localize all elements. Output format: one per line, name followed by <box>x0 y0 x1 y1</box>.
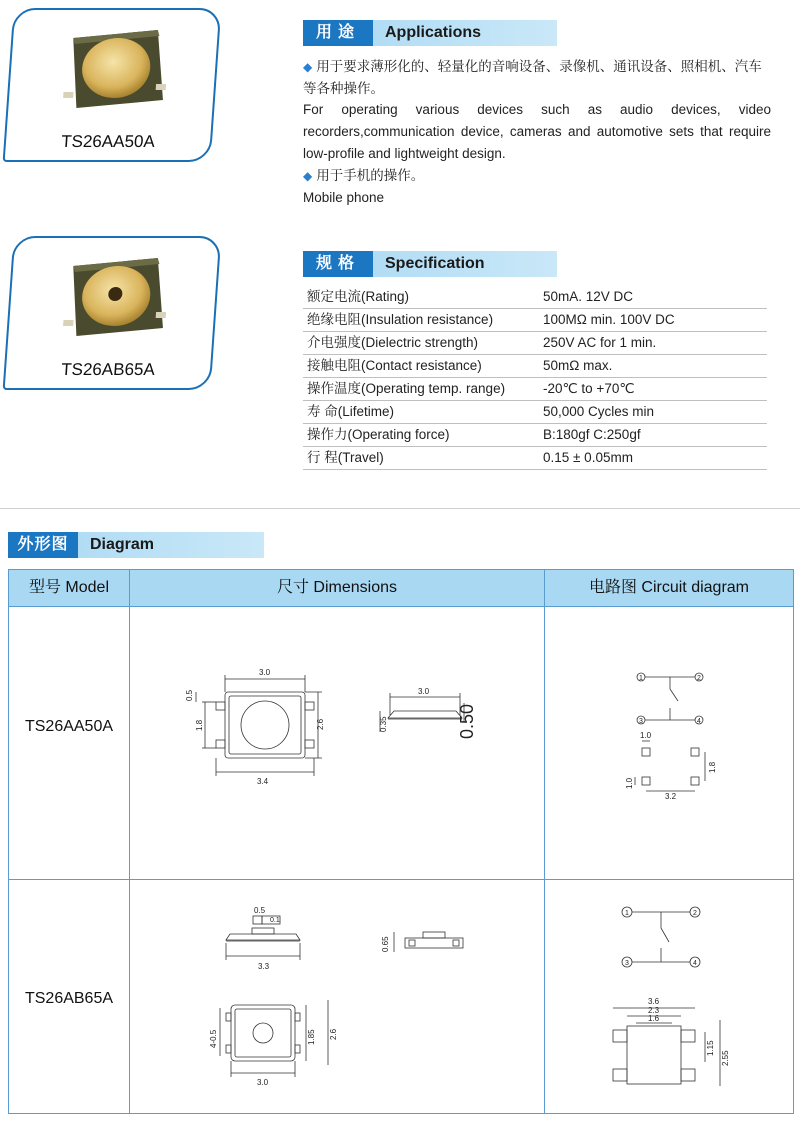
dim-label: 0.65 <box>381 936 390 952</box>
switch-image-aa50a <box>50 18 177 118</box>
diagram-header <box>8 532 264 558</box>
pin-label: 2 <box>693 910 697 917</box>
dimension-drawing-ab65a <box>130 880 544 1112</box>
dim-label: 0.50 <box>457 703 477 739</box>
pin-label: 1 <box>625 910 629 917</box>
dim-label: 2.3 <box>648 1006 660 1015</box>
product-card-ts26aa50a <box>3 8 222 162</box>
spec-row: 操作力(Operating force) B:180gf C:250gf <box>303 423 767 447</box>
spec-row: 接触电阻(Contact resistance) 50mΩ max. <box>303 354 767 378</box>
dim-label: 1.85 <box>307 1029 316 1045</box>
dim-label: 2.6 <box>329 1028 338 1040</box>
dim-label: 1.0 <box>625 777 634 789</box>
header-model: 型号 Model <box>9 570 129 606</box>
diamond-bullet-icon: ◆ <box>303 60 313 74</box>
circuit-diagram-ab65a <box>545 880 793 1112</box>
spec-row: 操作温度(Operating temp. range) -20℃ to +70℃ <box>303 377 767 401</box>
applications-bullet1-cn: ◆ 用于要求薄形化的、轻量化的音响设备、录像机、通讯设备、照相机、汽车等各种操作。 <box>303 59 762 96</box>
section-divider <box>0 508 800 509</box>
dim-label: 1.6 <box>648 1014 660 1023</box>
applications-bullet2-cn: ◆ 用于手机的操作。 <box>303 168 425 183</box>
pin-label: 4 <box>697 718 701 725</box>
spec-row: 介电强度(Dielectric strength) 250V AC for 1 min. <box>303 331 767 355</box>
applications-cn-label: 用途 <box>303 20 373 46</box>
dim-label: 1.8 <box>708 761 717 773</box>
applications-en-label: Applications <box>385 24 482 41</box>
spec-row: 绝缘电阻(Insulation resistance) 100MΩ min. 100V DC <box>303 308 767 332</box>
header-dimensions: 尺寸 Dimensions <box>130 570 544 606</box>
dim-label: 3.2 <box>665 792 677 801</box>
dim-label: 3.0 <box>259 668 271 677</box>
dim-label: 0.5 <box>185 689 194 701</box>
diamond-bullet-icon: ◆ <box>303 169 313 183</box>
dim-label: 1.8 <box>195 719 204 731</box>
dim-label: 1.0 <box>640 731 652 740</box>
dim-label: 0.35 <box>379 716 388 732</box>
dim-label: 0.1 <box>270 917 280 924</box>
dim-label: 2.55 <box>721 1050 730 1066</box>
specification-header <box>303 251 557 277</box>
applications-bullet1-en: For operating various devices such as audio devices, video recorders,communication device, cameras and automotive sets that require low-profile and lightweight design. <box>303 102 771 161</box>
product-name: TS26AB65A <box>60 360 156 379</box>
specification-en-label: Specification <box>385 255 485 272</box>
applications-bullet2-en: Mobile phone <box>303 190 385 205</box>
specification-cn-label: 规格 <box>303 251 373 277</box>
model-name: TS26AA50A <box>24 718 114 735</box>
applications-header <box>303 20 557 46</box>
dim-label: 1.15 <box>706 1040 715 1056</box>
diagram-cn-label: 外形图 <box>8 532 78 558</box>
pin-label: 4 <box>693 960 697 967</box>
model-name: TS26AB65A <box>24 990 114 1007</box>
switch-image-ab65a <box>50 246 177 346</box>
spec-row: 寿 命(Lifetime) 50,000 Cycles min <box>303 400 767 424</box>
diagram-en-label: Diagram <box>90 536 155 553</box>
dim-label: 0.5 <box>254 906 266 915</box>
dim-label: 3.0 <box>257 1078 269 1087</box>
product-name: TS26AA50A <box>60 132 156 151</box>
dim-label: 3.6 <box>648 997 660 1006</box>
pin-label: 1 <box>639 675 643 682</box>
dimension-drawing-aa50a <box>130 607 544 879</box>
circuit-diagram-aa50a <box>545 607 793 879</box>
pin-label: 3 <box>625 960 629 967</box>
diagram-table <box>8 569 794 1114</box>
pin-label: 3 <box>639 718 643 725</box>
dim-label: 4-0.5 <box>209 1029 218 1048</box>
header-circuit: 电路图 Circuit diagram <box>545 570 793 606</box>
pin-label: 2 <box>697 675 701 682</box>
dim-label: 3.0 <box>418 687 430 696</box>
product-card-ts26ab65a <box>3 236 222 390</box>
dim-label: 2.6 <box>316 718 325 730</box>
dim-label: 3.4 <box>257 777 269 786</box>
dim-label: 3.3 <box>258 962 270 971</box>
spec-row: 额定电流(Rating) 50mA. 12V DC <box>303 285 767 309</box>
spec-row: 行 程(Travel) 0.15 ± 0.05mm <box>303 446 767 470</box>
